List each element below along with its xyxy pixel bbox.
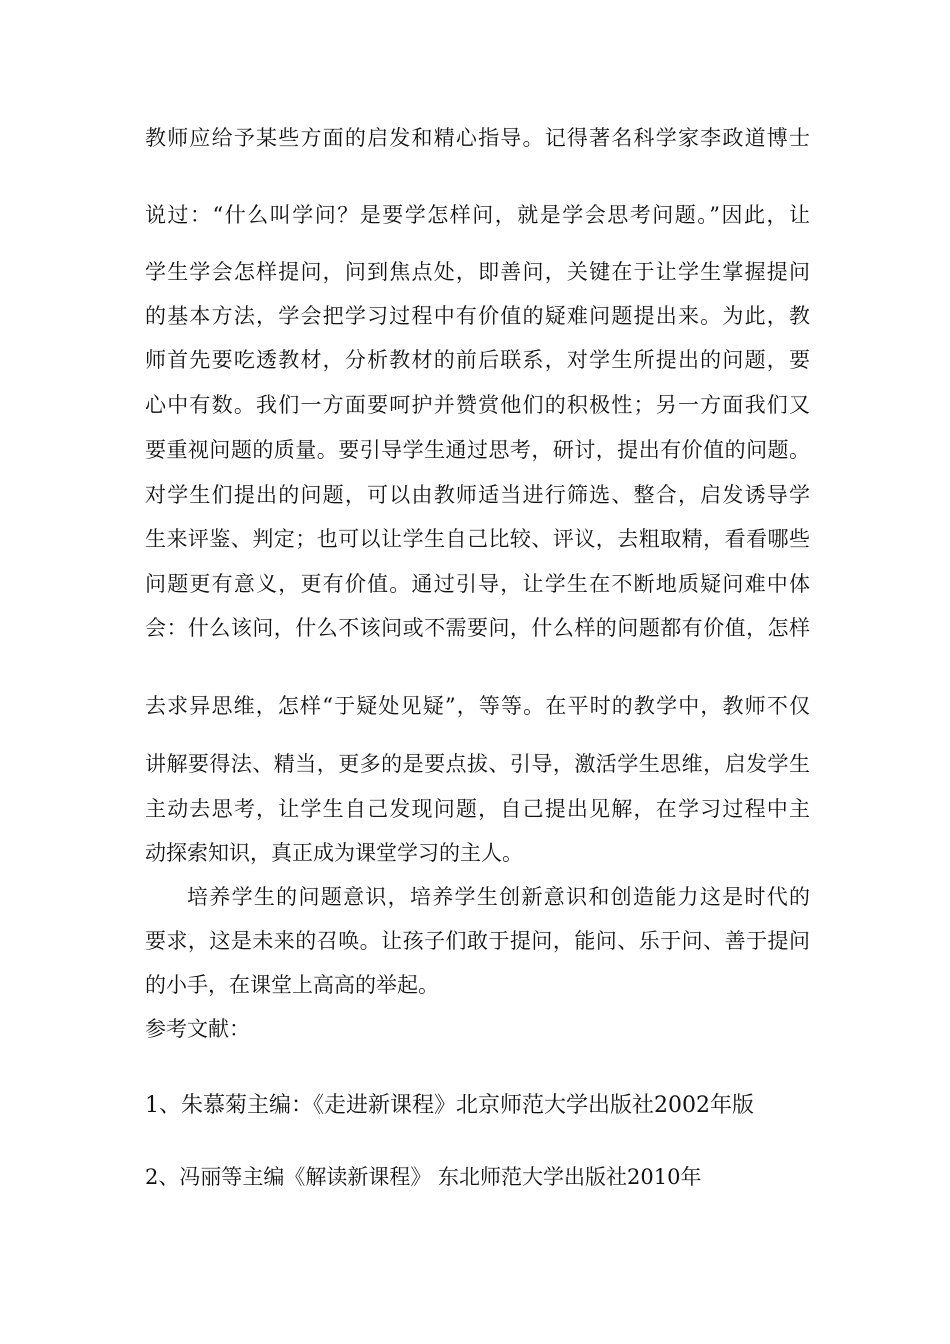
paragraph-line: 教师应给予某些方面的启发和精心指导。记得著名科学家李政道博士	[145, 126, 810, 150]
paragraph-line: 要重视问题的质量。要引导学生通过思考，研讨，提出有价值的问题。	[145, 438, 810, 462]
paragraph-line: 师首先要吃透教材，分析教材的前后联系，对学生所提出的问题，要	[145, 348, 810, 372]
paragraph-line: 讲解要得法、精当，更多的是要点拔、引导，激活学生思维，启发学生	[145, 752, 810, 776]
paragraph-line: 动探索知识，真正成为课堂学习的主人。	[145, 841, 523, 865]
reference-item: 1、朱慕菊主编：《走进新课程》北京师范大学出版社2002年版	[145, 1093, 754, 1118]
paragraph-line: 培养学生的问题意识，培养学生创新意识和创造能力这是时代的	[187, 885, 810, 909]
paragraph-line: 对学生们提出的问题，可以由教师适当进行筛选、整合，启发诱导学	[145, 483, 810, 507]
paragraph-line: 生来评鉴、判定；也可以让学生自己比较、评议，去粗取精，看看哪些	[145, 527, 810, 551]
paragraph-line: 的小手，在课堂上高高的举起。	[145, 973, 439, 997]
paragraph-line: 说过：“什么叫学问？是要学怎样问，就是学会思考问题。”因此，让	[145, 203, 810, 227]
paragraph-line: 要求，这是未来的召唤。让孩子们敢于提问，能问、乐于问、善于提问	[145, 929, 810, 953]
paragraph-line: 会：什么该问，什么不该问或不需要问，什么样的问题都有价值，怎样	[145, 616, 810, 640]
paragraph-line: 问题更有意义，更有价值。通过引导，让学生在不断地质疑问难中体	[145, 572, 810, 596]
paragraph-line: 主动去思考，让学生自己发现问题，自己提出见解，在学习过程中主	[145, 797, 810, 821]
paragraph-line: 去求异思维，怎样“于疑处见疑”，等等。在平时的教学中，教师不仅	[145, 694, 810, 718]
paragraph-line: 心中有数。我们一方面要呵护并赞赏他们的积极性；另一方面我们又	[145, 393, 810, 417]
reference-item: 2、冯丽等主编《解读新课程》 东北师范大学出版社2010年	[145, 1165, 702, 1189]
paragraph-line: 学生学会怎样提问，问到焦点处，即善问，关键在于让学生掌握提问	[145, 260, 810, 284]
references-heading: 参考文献：	[145, 1017, 250, 1041]
paragraph-line: 的基本方法，学会把学习过程中有价值的疑难问题提出来。为此，教	[145, 304, 810, 328]
